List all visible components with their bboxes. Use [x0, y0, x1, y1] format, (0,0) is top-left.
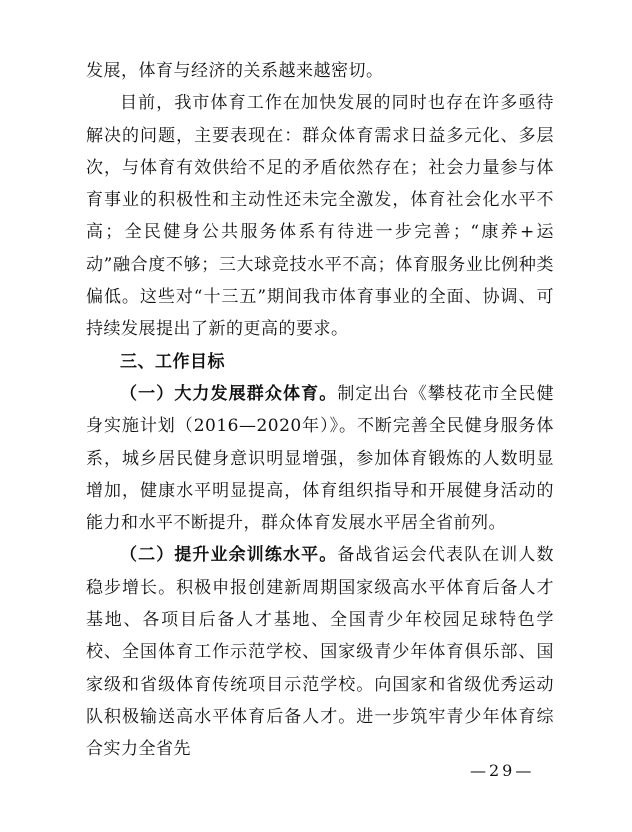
paragraph-problems: 目前，我市体育工作在加快发展的同时也存在许多亟待解决的问题，主要表现在：群众体育需求日益多元化、多层次，与体育有效供给不足的矛盾依然存在；社会力量参与体育事业的积极性和主动性还未完全激发，体育社会化水平不高；全民健身公共服务体系有待进一步完善；“康养+运动”融合度不够；三大球竞技水平不高；体育服务业比例种类偏低。这些对“十三五”期间我市体育事业的全面、协调、可持续发展提出了新的更高的要求。: [86, 93, 554, 340]
paragraph-body: 备战省运会代表队在训人数稳步增长。积极申报创建新周期国家级高水平体育后备人才基地、各项目后备人才基地、全国青少年校园足球特色学校、全国体育工作示范学校、国家级青少年体育俱乐部、国家级和省级体育传统项目示范学校。向国家和省级优秀运动队积极输送高水平体育后备人才。进一步筑牢青少年体育综合实力全省先: [86, 545, 555, 760]
paragraph-mass-sports: [86, 378, 554, 539]
paragraph-continuation: 发展，体育与经济的关系越来越密切。: [86, 61, 384, 81]
page-number: —29—: [470, 761, 535, 780]
paragraph-body: 制定出台《攀枝花市全民健身实施计划（2016—2020年）》。不断完善全民健身服务体系，城乡居民健身意识明显增强，参加体育锻炼的人数明显增加，健康水平明显提高，体育组织指导和开展健身活动的能力和水平不断提升，群众体育发展水平居全省前列。: [86, 383, 555, 534]
section-heading: 三、工作目标: [120, 351, 225, 372]
paragraph-lead: （一）大力发展群众体育。: [120, 383, 338, 404]
paragraph-lead: （二）提升业余训练水平。: [120, 545, 338, 566]
paragraph-amateur-training: [86, 539, 554, 765]
body-text: [86, 55, 554, 766]
